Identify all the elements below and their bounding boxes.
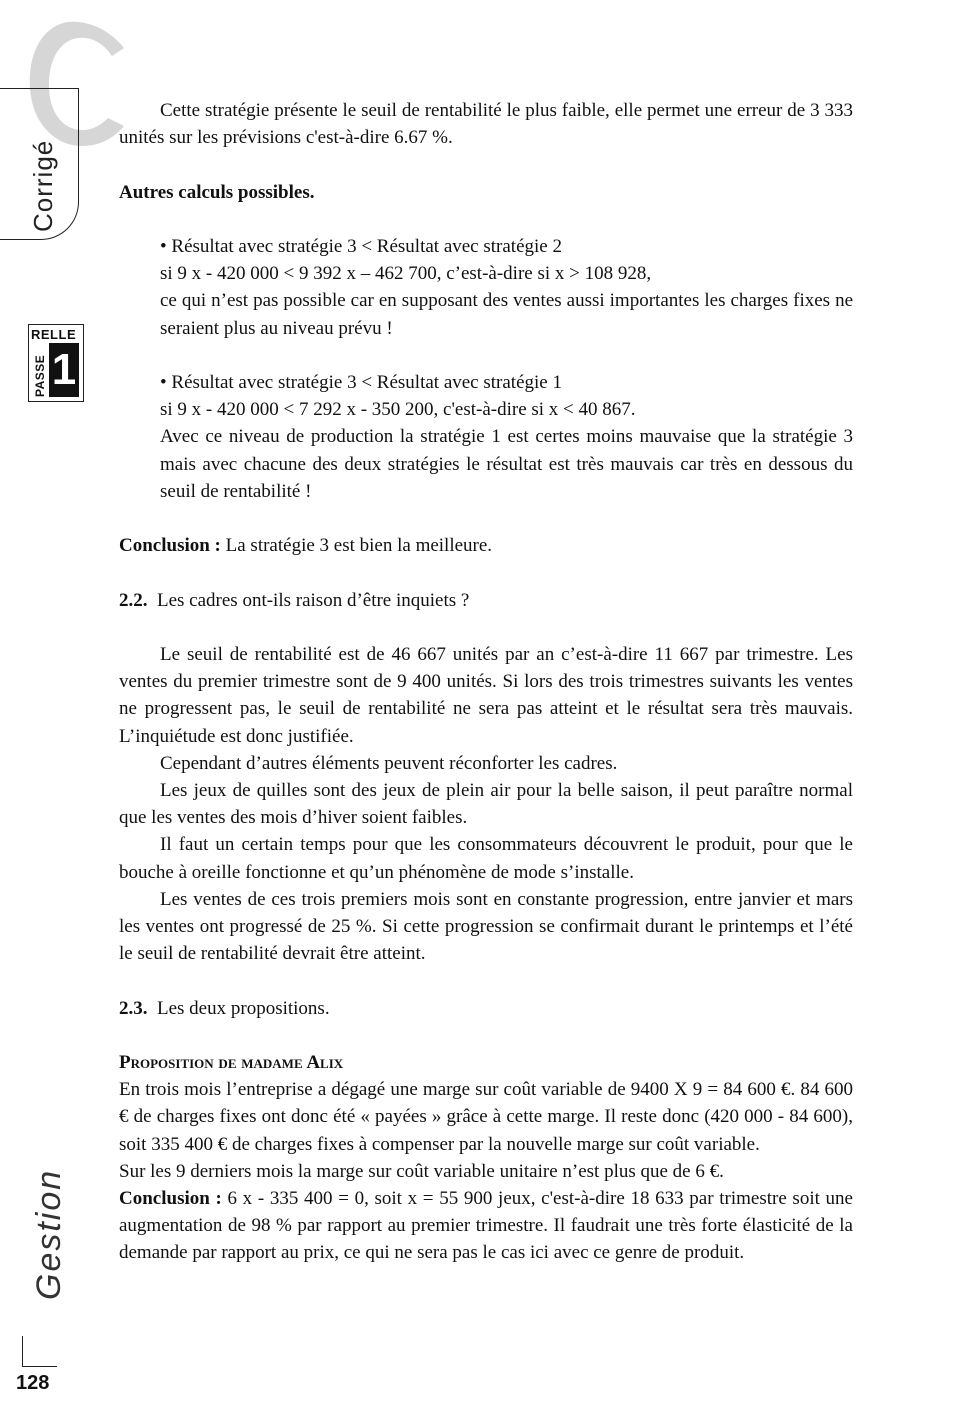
conclusion-1: Conclusion : La stratégie 3 est bien la meilleure.: [119, 535, 493, 557]
bullet-2-line-2: si 9 x - 420 000 < 7 292 x - 350 200, c'est-à-dire si x < 40 867.: [160, 399, 636, 421]
section-2-3-title: 2.3. Les deux propositions.: [119, 997, 330, 1019]
paragraph-2-2-b: Cependant d’autres éléments peuvent réconforter les cadres.: [160, 752, 618, 774]
bullet-1-line-1: • Résultat avec stratégie 3 < Résultat avec stratégie 2: [160, 235, 562, 257]
corrige-label: Corrigé: [28, 139, 58, 232]
conclusion-2: Conclusion : 6 x - 335 400 = 0, soit x = 55 900 jeux, c'est-à-dire 18 633 par trimestre soit une augmentation de 98 % par rapport au premier trimestre. Il faudrait une très forte élasticité de la demande par rapport au prix, ce qui ne sera pas le cas ici avec ce genre de produit.: [119, 1188, 853, 1264]
passe-logo-top: RELLE: [31, 327, 77, 342]
paragraph-2-2-c: Les jeux de quilles sont des jeux de plein air pour la belle saison, il peut paraître normal que les ventes des mois d’hiver soient faibles.: [119, 779, 853, 829]
bullet-2-line-1: • Résultat avec stratégie 3 < Résultat avec stratégie 1: [160, 371, 562, 393]
heading-proposition-alix: Proposition de madame Alix: [119, 1051, 344, 1073]
section-2-2-title: 2.2. Les cadres ont-ils raison d’être inquiets ?: [119, 589, 470, 611]
paragraph-2-2-e: Les ventes de ces trois premiers mois sont en constante progression, entre janvier et mars les ventes ont progressé de 25 %. Si cette progression se confirmait durant le printemps et l’été le seuil de rentabilité devrait être atteint.: [119, 888, 853, 965]
bullet-1-line-3: ce qui n’est pas possible car en supposant des ventes aussi importantes les charges fixes ne seraient plus au niveau prévu !: [160, 290, 853, 339]
section-label-gestion: Gestion: [30, 1168, 68, 1300]
bullet-1-line-2: si 9 x - 420 000 < 9 392 x – 462 700, c’est-à-dire si x > 108 928,: [160, 263, 652, 285]
paragraph-strategy-threshold: Cette stratégie présente le seuil de rentabilité le plus faible, elle permet une erreur de 3 333 unités sur les prévisions c'est-à-dire 6.67 %.: [119, 100, 853, 149]
passe-logo-number: 1: [49, 343, 79, 397]
page-number: 128: [16, 1372, 50, 1394]
bullet-2-line-3: Avec ce niveau de production la stratégie 1 est certes moins mauvaise que la stratégie 3 mais avec chacune des deux stratégies le résultat est très mauvais car très en dessous du seuil de rentabilité !: [160, 426, 853, 502]
page-body: [119, 97, 853, 1267]
paragraph-2-3-a: En trois mois l’entreprise a dégagé une marge sur coût variable de 9400 X 9 = 84 600 €. 84 600 € de charges fixes ont donc été « payées » grâce à cette marge. Il reste donc (420 000 - 84 600), soit 335 400 € de charges fixes à compenser par la nouvelle marge sur coût variable.: [119, 1079, 853, 1155]
passe-logo-side: PASSE: [33, 354, 47, 397]
passe-logo: [28, 324, 84, 402]
paragraph-2-2-d: Il faut un certain temps pour que les consommateurs découvrent le produit, pour que le bouche à oreille fonctionne et qu’un phénomène de mode s’installe.: [119, 834, 853, 883]
heading-other-calculations: Autres calculs possibles.: [119, 181, 315, 203]
page-corner-mark: [22, 1336, 57, 1367]
paragraph-2-2-a: Le seuil de rentabilité est de 46 667 unités par an c’est-à-dire 11 667 par trimestre. Les ventes du premier trimestre sont de 9 400 unités. Si lors des trois trimestres suivants les ventes ne progressent pas, le seuil de rentabilité ne sera pas atteint et le résultat sera très mauvais. L’inquiétude est donc justifiée.: [119, 643, 853, 747]
paragraph-2-3-b: Sur les 9 derniers mois la marge sur coût variable unitaire n’est plus que de 6 €.: [119, 1160, 724, 1182]
